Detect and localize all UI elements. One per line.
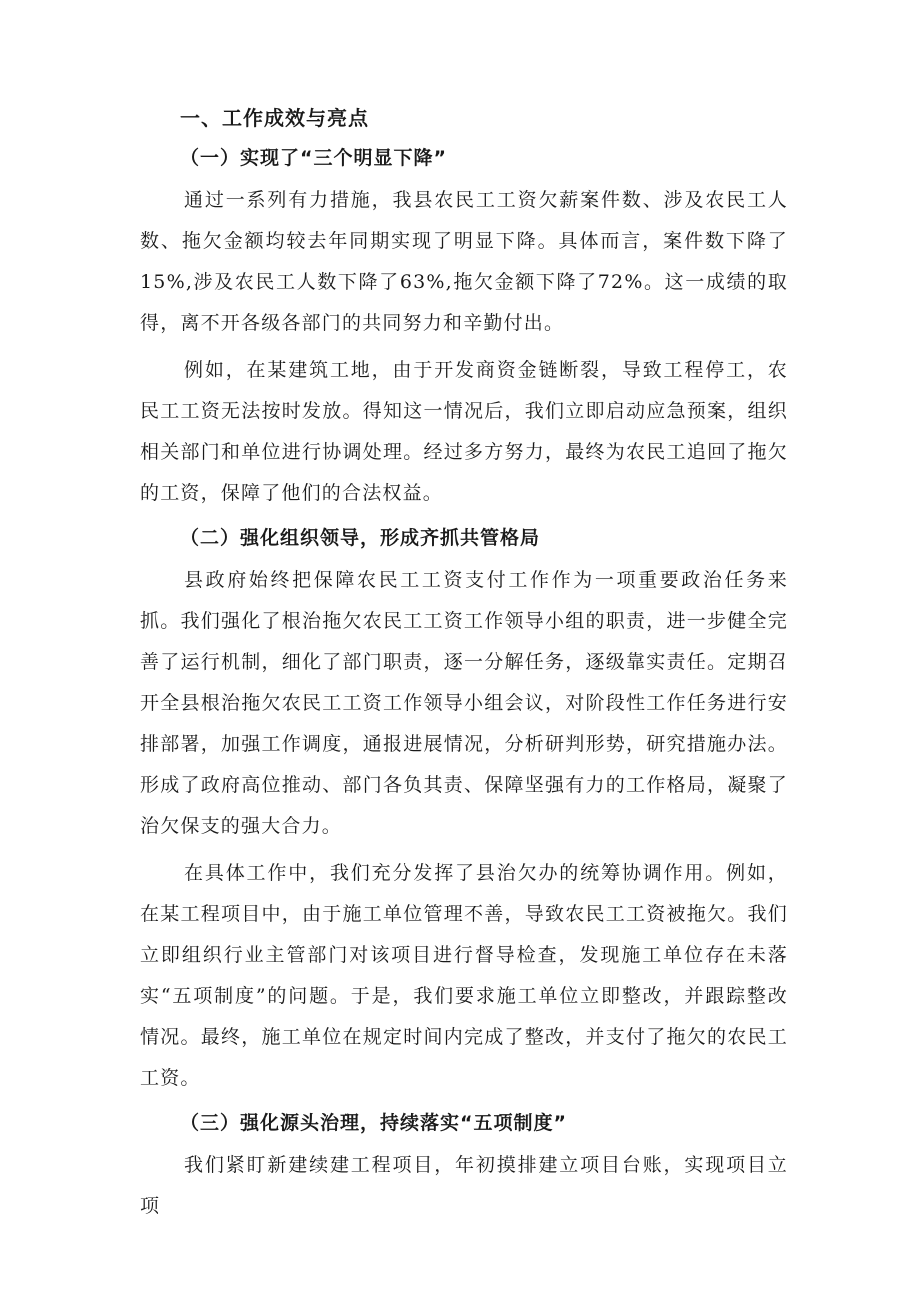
section-1-paragraph-2: 例如，在某建筑工地，由于开发商资金链断裂，导致工程停工，农民工工资无法按时发放。得知这一情况后，我们立即启动应急预案，组织相关部门和单位进行协调处理。经过多方努力，最终为农民工追回了拖欠的工资，保障了他们的合法权益。	[140, 359, 788, 504]
section-2-title: （二）强化组织领导，形成齐抓共管格局	[180, 527, 541, 549]
heading-1: 一、工作成效与亮点	[180, 106, 369, 130]
section-2-paragraph-1: 县政府始终把保障农民工工资支付工作作为一项重要政治任务来抓。我们强化了根治拖欠农民工工资工作领导小组的职责，进一步健全完善了运行机制，细化了部门职责，逐一分解任务，逐级靠实责任。定期召开全县根治拖欠农民工工资工作领导小组会议，对阶段性工作任务进行安排部署，加强工作调度，通报进展情况，分析研判形势，研究措施办法。形成了政府高位推动、部门各负其责、保障坚强有力的工作格局，凝聚了治欠保支的强大合力。	[140, 569, 788, 837]
section-1-paragraph-1: 通过一系列有力措施，我县农民工工资欠薪案件数、涉及农民工人数、拖欠金额均较去年同期实现了明显下降。具体而言，案件数下降了15%,涉及农民工人数下降了63%,拖欠金额下降了72%。这一成绩的取得，离不开各级各部门的共同努力和辛勤付出。	[140, 189, 788, 334]
section-2-paragraph-2: 在具体工作中，我们充分发挥了县治欠办的统筹协调作用。例如，在某工程项目中，由于施工单位管理不善，导致农民工工资被拖欠。我们立即组织行业主管部门对该项目进行督导检查，发现施工单位存在未落实“五项制度”的问题。于是，我们要求施工单位立即整改，并跟踪整改情况。最终，施工单位在规定时间内完成了整改，并支付了拖欠的农民工工资。	[140, 862, 788, 1089]
document-page	[140, 100, 788, 1233]
section-3-paragraph-1: 我们紧盯新建续建工程项目，年初摸排建立项目台账，实现项目立项	[140, 1154, 788, 1217]
section-1-title: （一）实现了“三个明显下降”	[180, 147, 447, 169]
section-3-title: （三）强化源头治理，持续落实“五项制度”	[180, 1112, 567, 1134]
